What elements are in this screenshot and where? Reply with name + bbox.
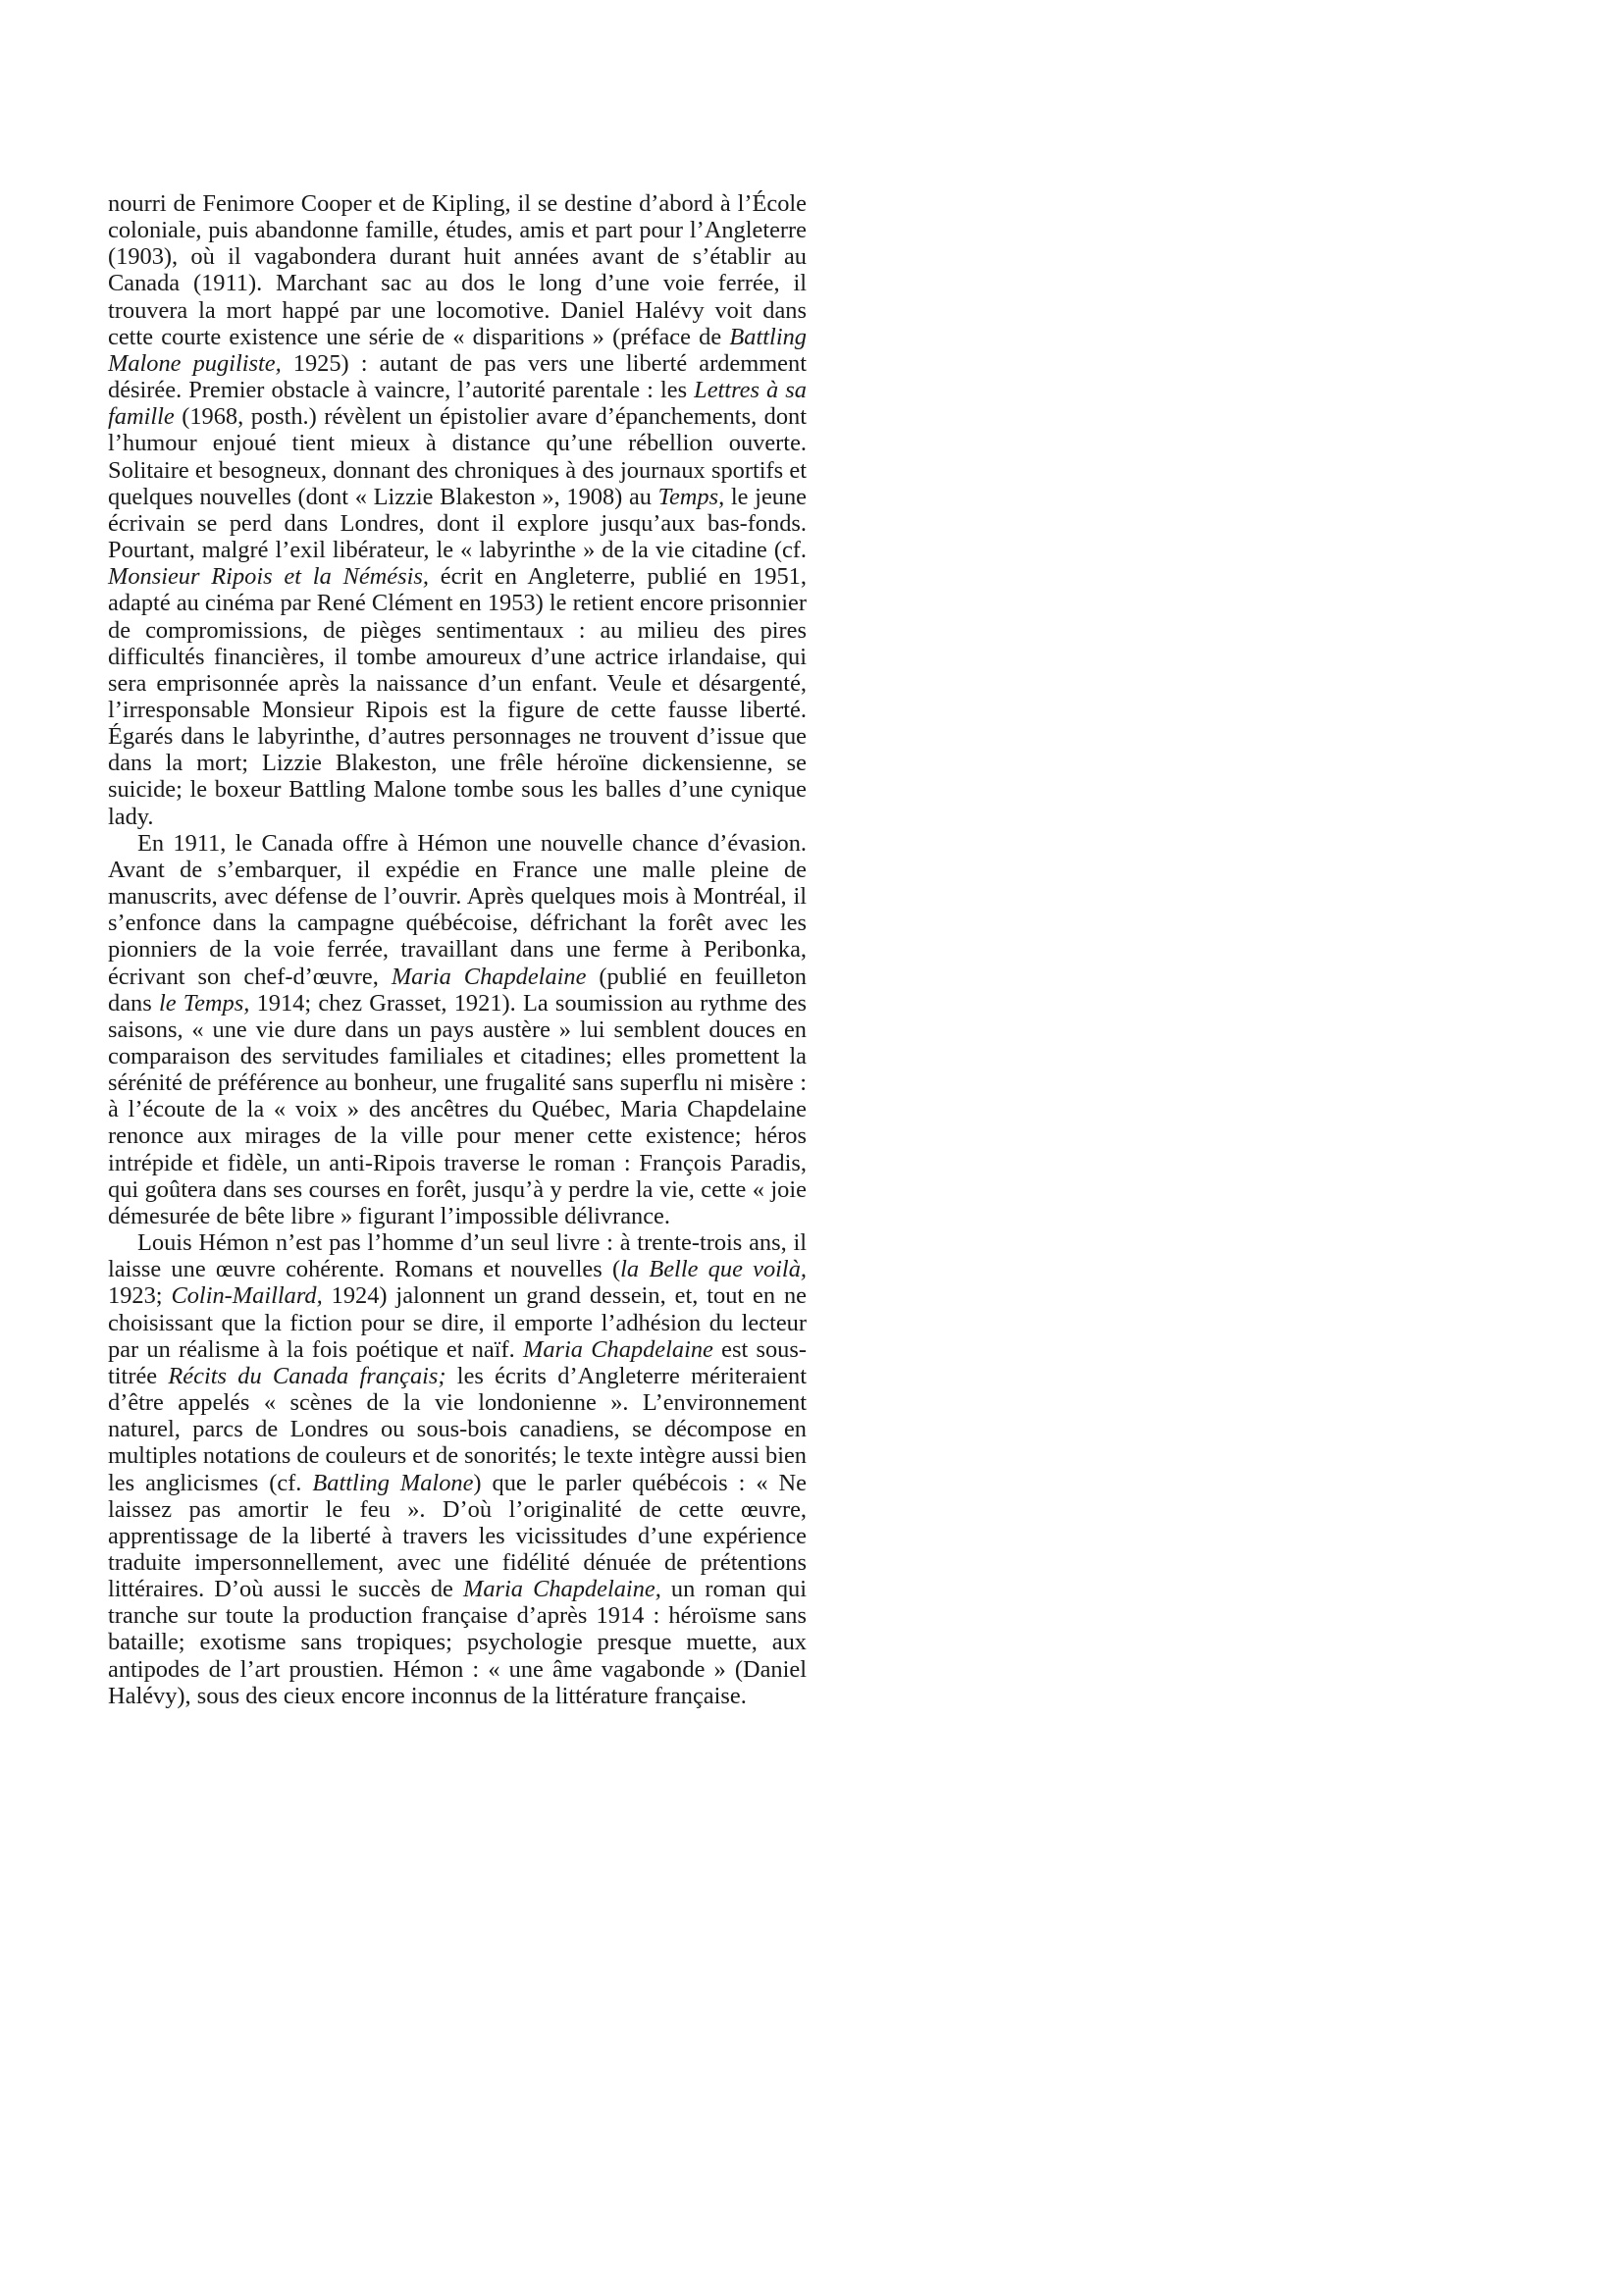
italic-title: le Temps, xyxy=(158,989,250,1017)
italic-title: la Belle que voilà, xyxy=(620,1256,808,1283)
italic-title: Monsieur Ripois et la Némésis, xyxy=(108,563,429,591)
text-segment: 1924) jalonnent un grand dessein, et, tout en ne choisissant que la fiction pour se dire, il emporte l’adhésion du lecteur par un réalisme à la fois poétique et naïf. xyxy=(108,1282,808,1363)
text-segment: 1925) : autant de pas vers une liberté ardemment désirée. Premier obstacle à vaincre, l’autorité parentale : les xyxy=(108,349,807,404)
italic-title: Maria Chapdelaine xyxy=(391,963,587,990)
text-segment: nourri de Fenimore Cooper et de Kipling, il se destine d’abord à l’École coloniale, puis abandonne famille, études, amis et part pour l’Angleterre (1903), où il vagabondera durant huit années avant de s’établir au Canada (1911). Marchant sac au dos le long d’une voie ferrée, il trouvera la mort happé par une locomotive. Daniel Halévy voit dans cette courte existence une série de « disparitions » (préface de xyxy=(108,190,807,350)
text-segment: (publié en feuilleton dans xyxy=(108,963,807,1017)
paragraph-1 xyxy=(108,190,807,830)
text-segment: ) que le parler québécois : « Ne laissez pas amortir le feu ». D’où l’originalité de cette œuvre, apprentissage de la liberté à travers les vicissitudes d’une expérience traduite impersonnellement, avec une fidélité dénuée de prétentions littéraires. D’où aussi le succès de xyxy=(108,1469,807,1603)
text-segment: le jeune écrivain se perd dans Londres, dont il explore jusqu’aux bas-fonds. Pourtant, malgré l’exil libérateur, le « labyrinthe » de la vie citadine (cf. xyxy=(108,483,807,564)
italic-title: Temps, xyxy=(657,483,725,510)
paragraph-3 xyxy=(108,1229,807,1709)
text-segment: (1968, posth.) révèlent un épistolier avare d’épanchements, dont l’humour enjoué tient mieux à distance qu’une rébellion ouverte. Solitaire et besogneux, donnant des chroniques à des journaux sportifs et quelques nouvelles (dont « Lizzie Blakeston », 1908) au xyxy=(108,403,807,510)
text-segment: 1923; xyxy=(108,1282,172,1310)
text-segment: écrit en Angleterre, publié en 1951, adapté au cinéma par René Clément en 1953) le retient encore prisonnier de compromissions, de pièges sentimentaux : au milieu des pires difficultés financières, il tombe amoureux d’une actrice irlandaise, qui sera emprisonnée après la naissance d’un enfant. Veule et désargenté, l’irresponsable Monsieur Ripois est la figure de cette fausse liberté. Égarés dans le labyrinthe, d’autres personnages ne trouvent d’issue que dans la mort; Lizzie Blakeston, une frêle héroïne dickensienne, se suicide; le boxeur Battling Malone tombe sous les balles d’une cynique lady. xyxy=(108,563,807,830)
italic-title: Colin-Maillard, xyxy=(171,1282,323,1310)
italic-title: Battling Malone xyxy=(312,1469,474,1496)
text-segment: 1914; chez Grasset, 1921). La soumission au rythme des saisons, « une vie dure dans un pays austère » lui semblent douces en comparaison des servitudes familiales et citadines; elles promettent la sérénité de préférence au bonheur, une frugalité sans superflu ni misère : à l’écoute de la « voix » des ancêtres du Québec, Maria Chapdelaine renonce aux mirages de la ville pour mener cette existence; héros intrépide et fidèle, un anti-Ripois traverse le roman : François Paradis, qui goûtera dans ses courses en forêt, jusqu’à y perdre la vie, cette « joie démesurée de bête libre » figurant l’impossible délivrance. xyxy=(108,989,808,1229)
italic-title: Récits du Canada français; xyxy=(168,1362,446,1389)
italic-title: Battling Malone pugiliste, xyxy=(108,323,807,377)
italic-title: Maria Chapdelaine, xyxy=(463,1576,661,1603)
text-column xyxy=(108,190,807,1709)
text-segment: Louis Hémon n’est pas l’homme d’un seul livre : à trente-trois ans, il laisse une œuvre cohérente. Romans et nouvelles ( xyxy=(108,1229,807,1283)
text-segment: est sous-titrée xyxy=(108,1335,807,1389)
paragraph-2 xyxy=(108,830,807,1229)
italic-title: Lettres à sa famille xyxy=(108,377,807,431)
text-segment: un roman qui tranche sur toute la production française d’après 1914 : héroïsme sans bataille; exotisme sans tropiques; psychologie presque muette, aux antipodes de l’art proustien. Hémon : « une âme vagabonde » (Daniel Halévy), sous des cieux encore inconnus de la littérature française. xyxy=(108,1576,807,1709)
italic-title: Maria Chapdelaine xyxy=(523,1335,713,1363)
text-segment: les écrits d’Angleterre mériteraient d’être appelés « scènes de la vie londonienne ». L’environnement naturel, parcs de Londres ou sous-bois canadiens, se décompose en multiples notations de couleurs et de sonorités; le texte intègre aussi bien les anglicismes (cf. xyxy=(108,1362,807,1496)
text-segment: En 1911, le Canada offre à Hémon une nouvelle chance d’évasion. Avant de s’embarquer, il expédie en France une malle pleine de manuscrits, avec défense de l’ouvrir. Après quelques mois à Montréal, il s’enfonce dans la campagne québécoise, défrichant la forêt avec les pionniers de la voie ferrée, travaillant dans une ferme à Peribonka, écrivant son chef-d’œuvre, xyxy=(108,829,807,990)
